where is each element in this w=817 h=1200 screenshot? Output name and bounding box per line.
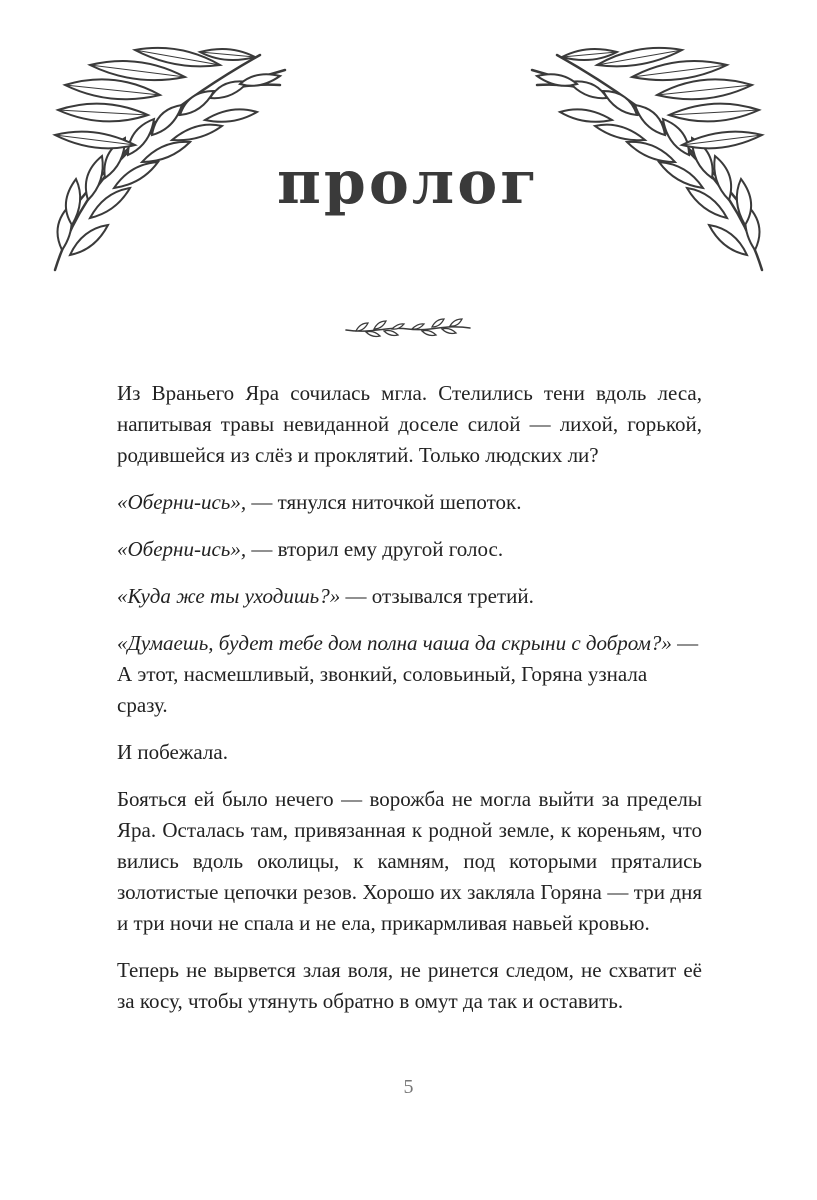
paragraph-8: Теперь не вырвется злая воля, не ринется следом, не схватит её за косу, чтобы утянуть обратно в омут да так и оставить.: [117, 958, 702, 1013]
paragraph-2: «Оберни-ись», — тянулся ниточкой шепоток.: [117, 490, 522, 514]
leaf-divider-icon: [342, 318, 474, 340]
paragraph-3: «Оберни-ись», — вторил ему другой голос.: [117, 537, 504, 561]
prologue-text: [117, 378, 702, 1033]
paragraph-4: «Куда же ты уходишь?» — отзывался третий.: [117, 584, 534, 608]
paragraph-6: И побежала.: [117, 740, 228, 764]
paragraph-7: Бояться ей было нечего — ворожба не могла выйти за пределы Яра. Осталась там, привязанная к родной земле, к кореньям, что вились вдоль околицы, к камням, под которыми прятались золотистые цепочки резов. Хорошо их закляла Горяна — три дня и три ночи не спала и не ела, прикармливая навьей кровью.: [117, 787, 702, 935]
chapter-title: пролог: [277, 148, 540, 218]
paragraph-1: Из Враньего Яра сочилась мгла. Стелились тени вдоль леса, напитывая травы невиданной доселе силой — лихой, горькой, родившейся из слёз и проклятий. Только людских ли?: [117, 381, 702, 467]
page-number: 5: [403, 1076, 414, 1098]
paragraph-5: «Думаешь, будет тебе дом полна чаша да скрыни с добром?» — А этот, насмешливый, звонкий, соловьиный, Горяна узнала сразу.: [117, 631, 699, 717]
